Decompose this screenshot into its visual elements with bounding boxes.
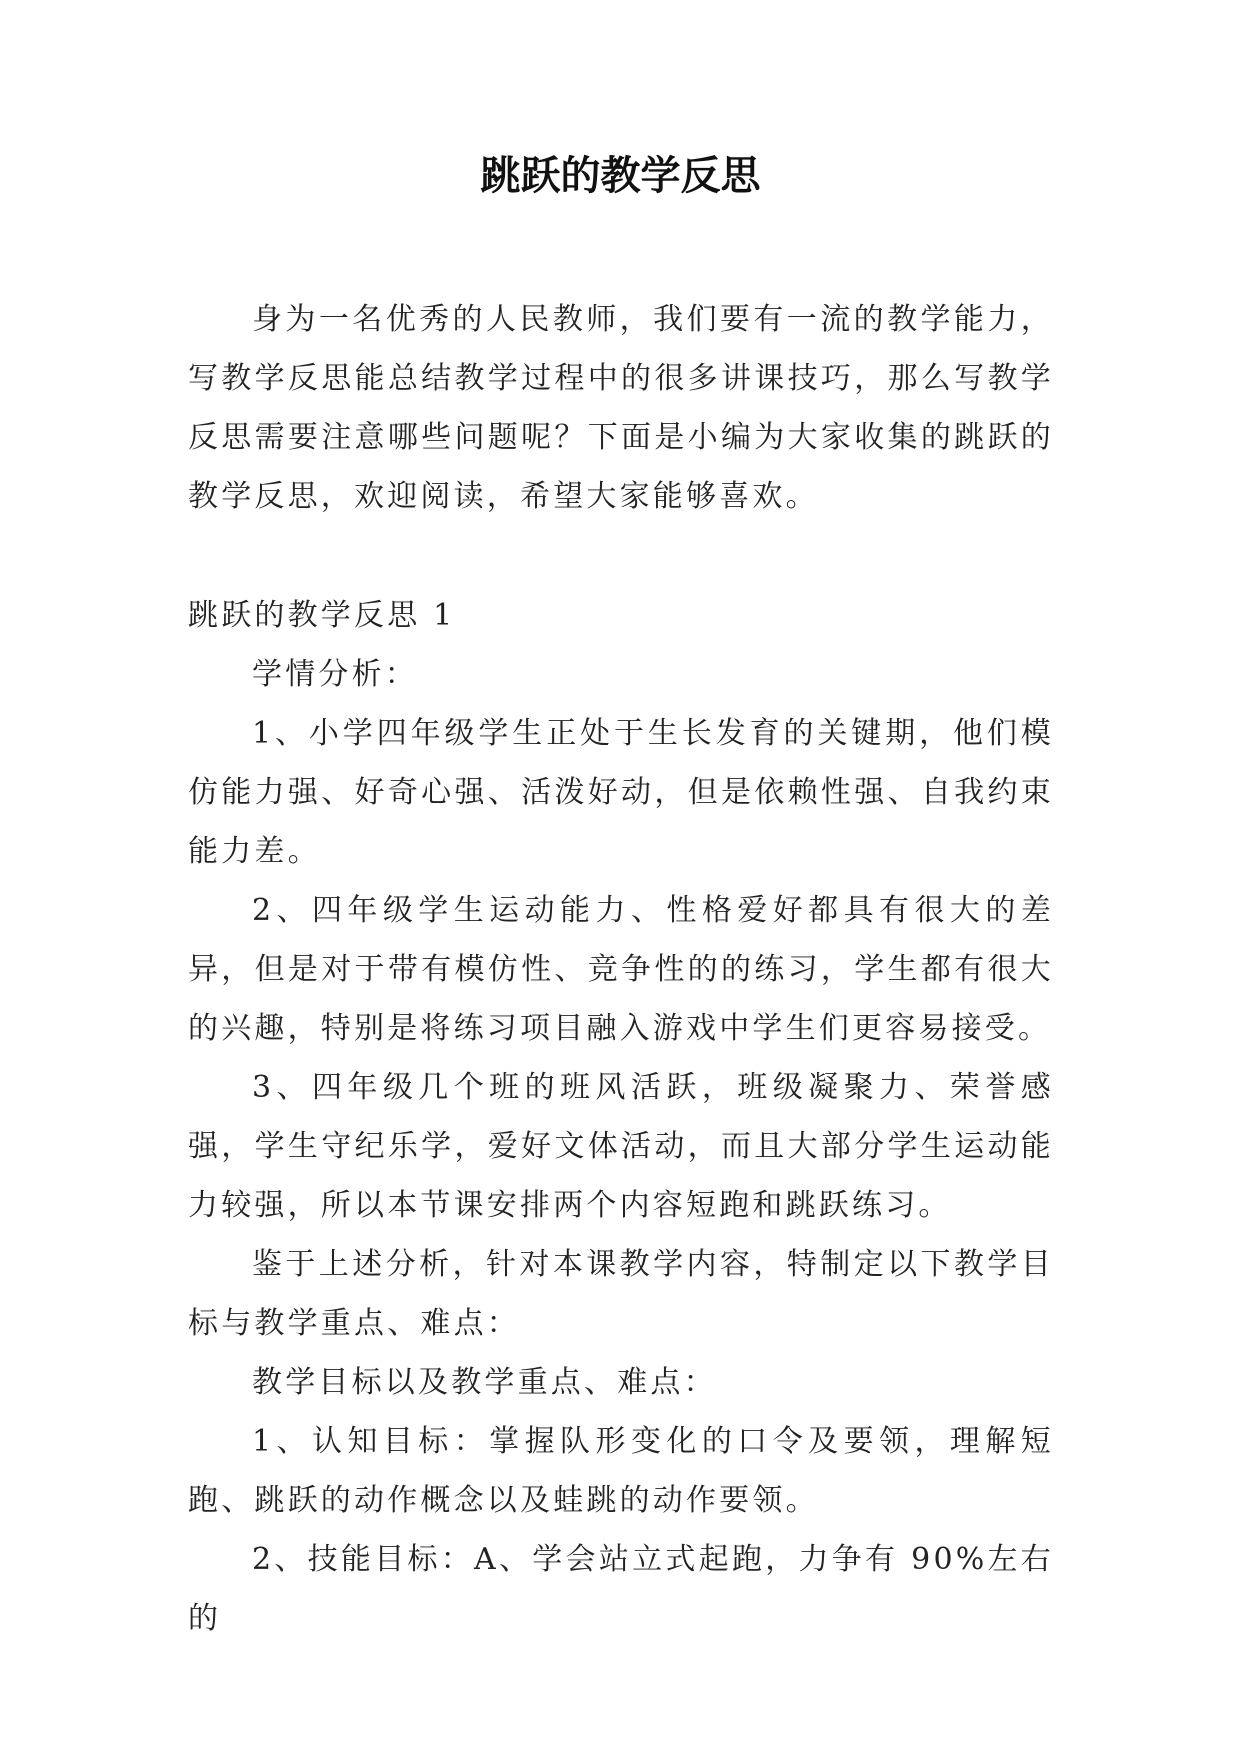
document-body <box>188 290 1054 1648</box>
paragraph: 鉴于上述分析，针对本课教学内容，特制定以下教学目标与教学重点、难点： <box>188 1247 1054 1341</box>
paragraph: 2、四年级学生运动能力、性格爱好都具有很大的差异，但是对于带有模仿性、竞争性的的练习，学生都有很大的兴趣，特别是将练习项目融入游戏中学生们更容易接受。 <box>188 893 1054 1046</box>
paragraph: 学情分析： <box>252 657 418 692</box>
paragraph: 1、认知目标：掌握队形变化的口令及要领，理解短跑、跳跃的动作概念以及蛙跳的动作要领。 <box>188 1424 1054 1518</box>
paragraph: 2、技能目标：A、学会站立式起跑，力争有 90%左右的 <box>188 1542 1054 1636</box>
paragraph-gap <box>188 526 1054 586</box>
document-title: 跳跃的教学反思 <box>480 153 761 199</box>
paragraph: 1、小学四年级学生正处于生长发育的关键期，他们模仿能力强、好奇心强、活泼好动，但是依赖性强、自我约束能力差。 <box>188 716 1054 869</box>
paragraph: 3、四年级几个班的班风活跃，班级凝聚力、荣誉感强，学生守纪乐学，爱好文体活动，而且大部分学生运动能力较强，所以本节课安排两个内容短跑和跳跃练习。 <box>188 1070 1054 1223</box>
paragraph: 教学目标以及教学重点、难点： <box>252 1365 717 1400</box>
section-heading: 跳跃的教学反思 1 <box>188 598 456 633</box>
intro-paragraph: 身为一名优秀的人民教师，我们要有一流的教学能力，写教学反思能总结教学过程中的很多讲课技巧，那么写教学反思需要注意哪些问题呢？下面是小编为大家收集的跳跃的教学反思，欢迎阅读，希望大家能够喜欢。 <box>188 302 1054 514</box>
